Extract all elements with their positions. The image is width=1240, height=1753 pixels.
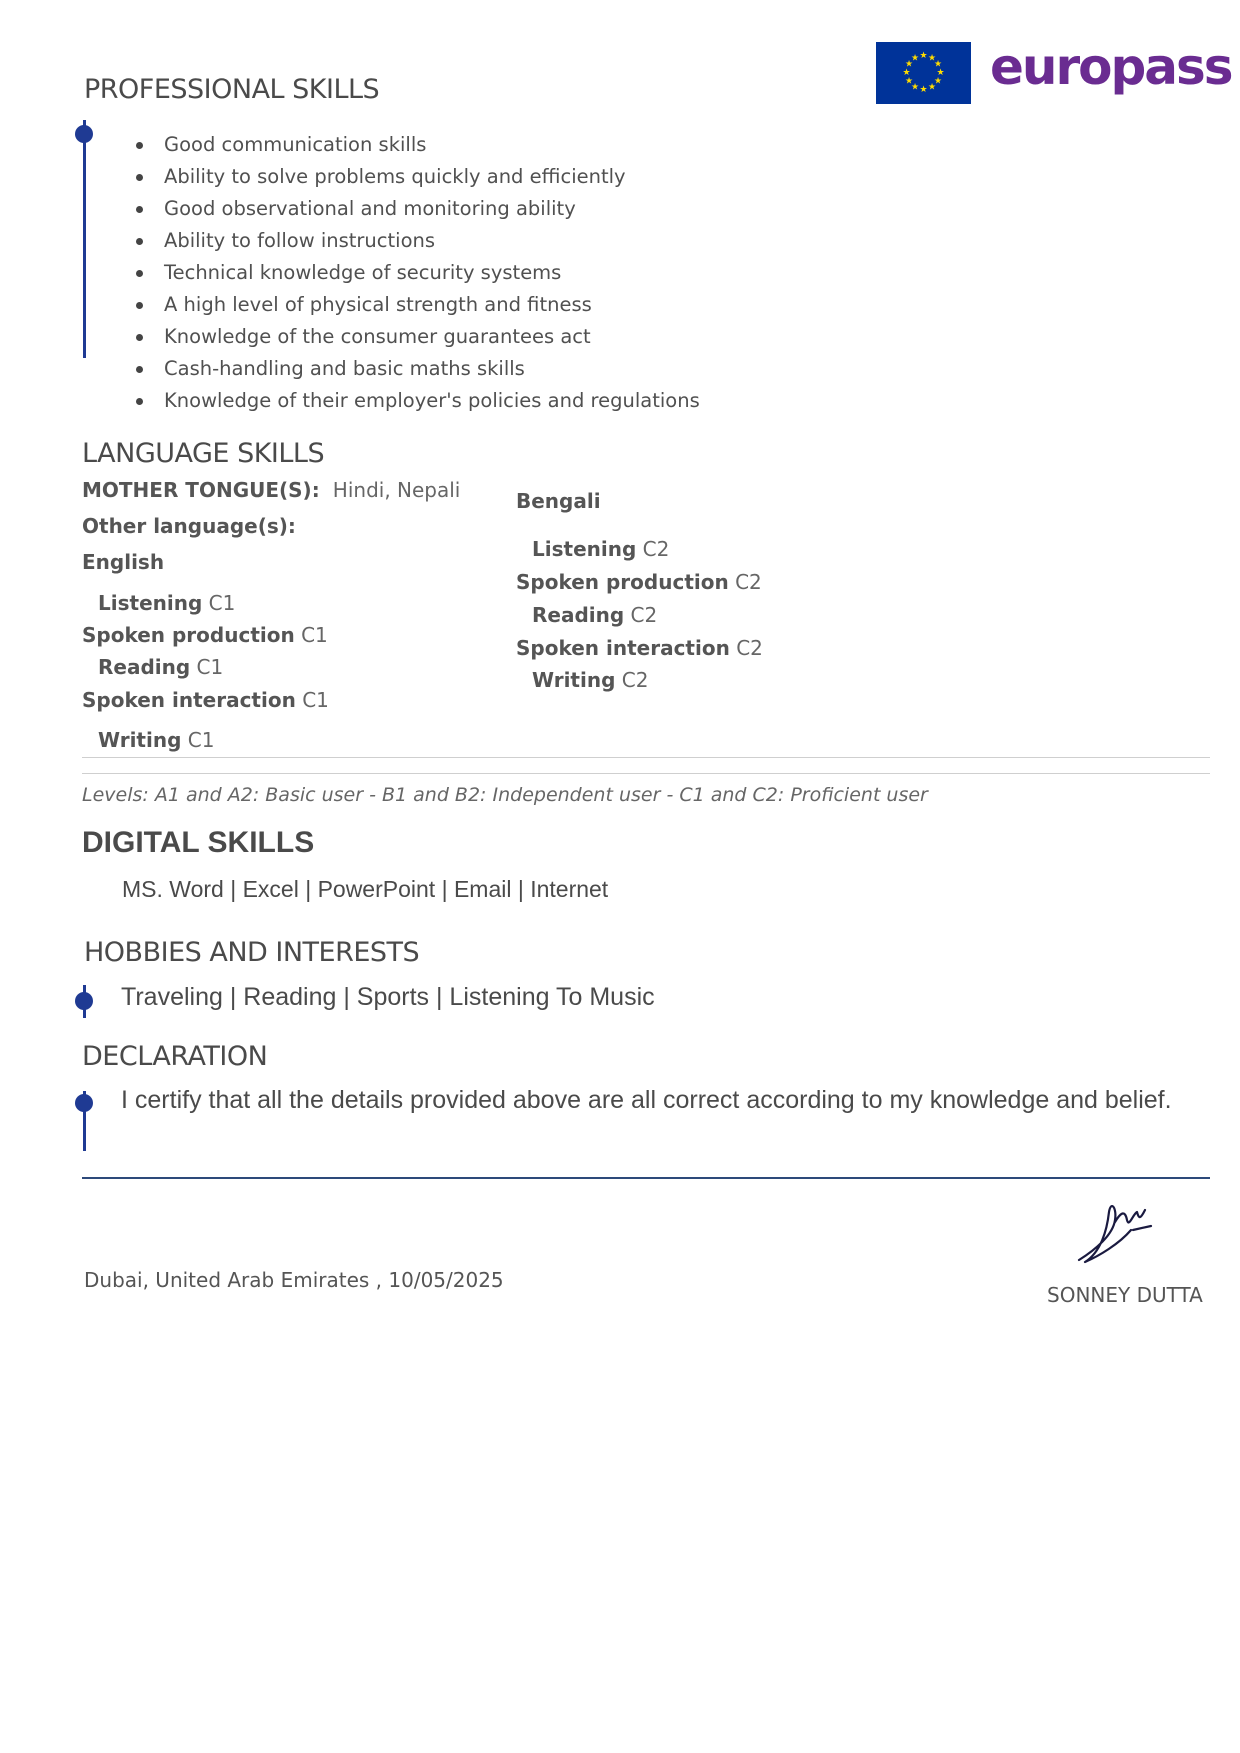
list-item: Good observational and monitoring ability	[118, 193, 700, 225]
professional-skills-list	[118, 129, 700, 417]
declaration-title: DECLARATION	[82, 1041, 268, 1072]
svg-text:★: ★	[904, 59, 914, 70]
eu-flag-icon	[876, 42, 971, 104]
footer-divider	[82, 1177, 1210, 1179]
list-item: Ability to solve problems quickly and efficiently	[118, 161, 700, 193]
list-item: Ability to follow instructions	[118, 225, 700, 257]
list-item: Cash-handling and basic maths skills	[118, 353, 700, 385]
list-item: Technical knowledge of security systems	[118, 257, 700, 289]
hobbies-title: HOBBIES AND INTERESTS	[84, 937, 420, 968]
svg-text:★: ★	[902, 68, 911, 78]
hobbies-text: Traveling | Reading | Sports | Listening To Music	[121, 983, 655, 1011]
timeline-line	[83, 120, 86, 358]
levels-note: Levels: A1 and A2: Basic user - B1 and B2: Independent user - C1 and C2: Proficient user	[82, 784, 928, 806]
svg-text:★: ★	[919, 85, 928, 95]
english-listening: Listening C1	[98, 591, 236, 615]
timeline-dot	[75, 1094, 93, 1112]
svg-text:★: ★	[933, 76, 943, 87]
svg-text:★: ★	[927, 53, 937, 64]
svg-text:★: ★	[936, 68, 945, 78]
divider	[82, 773, 1210, 774]
svg-text:★: ★	[927, 82, 937, 93]
list-item: Knowledge of the consumer guarantees act	[118, 321, 700, 353]
signer-name: SONNEY DUTTA	[1047, 1283, 1203, 1307]
english-writing: Writing C1	[98, 728, 215, 752]
handwritten-signature-icon	[1075, 1190, 1155, 1274]
svg-text:★: ★	[933, 59, 943, 70]
english-spoken-production: Spoken production C1	[82, 623, 328, 647]
english-spoken-interaction: Spoken interaction C1	[82, 688, 329, 712]
svg-text:★: ★	[919, 51, 928, 61]
bengali-listening: Listening C2	[532, 537, 670, 561]
svg-text:★: ★	[910, 53, 920, 64]
list-item: A high level of physical strength and fitness	[118, 289, 700, 321]
bengali-spoken-interaction: Spoken interaction C2	[516, 636, 763, 660]
english-reading: Reading C1	[98, 655, 224, 679]
divider	[82, 757, 1210, 758]
declaration-text: I certify that all the details provided above are all correct according to my knowledge and belief.	[121, 1086, 1172, 1114]
digital-skills-text: MS. Word | Excel | PowerPoint | Email | Internet	[122, 876, 609, 902]
language-name-english: English	[82, 550, 165, 574]
language-skills-title: LANGUAGE SKILLS	[82, 438, 325, 469]
professional-skills-title: PROFESSIONAL SKILLS	[84, 74, 380, 105]
mother-tongue	[82, 478, 460, 502]
bengali-spoken-production: Spoken production C2	[516, 570, 762, 594]
other-languages-label: Other language(s):	[82, 514, 296, 538]
mother-tongue-label: MOTHER TONGUE(S):	[82, 478, 320, 502]
svg-text:★: ★	[904, 76, 914, 87]
place-date: Dubai, United Arab Emirates , 10/05/2025	[84, 1268, 504, 1292]
bengali-writing: Writing C2	[532, 668, 649, 692]
digital-skills-title: DIGITAL SKILLS	[82, 826, 315, 859]
europass-logo: europass	[990, 38, 1232, 96]
svg-text:★: ★	[910, 82, 920, 93]
list-item: Knowledge of their employer's policies and regulations	[118, 385, 700, 417]
language-name-bengali: Bengali	[516, 489, 601, 513]
timeline-dot	[75, 125, 93, 143]
bengali-reading: Reading C2	[532, 603, 658, 627]
timeline-dot	[75, 992, 93, 1010]
mother-tongue-value: Hindi, Nepali	[332, 478, 461, 502]
list-item: Good communication skills	[118, 129, 700, 161]
